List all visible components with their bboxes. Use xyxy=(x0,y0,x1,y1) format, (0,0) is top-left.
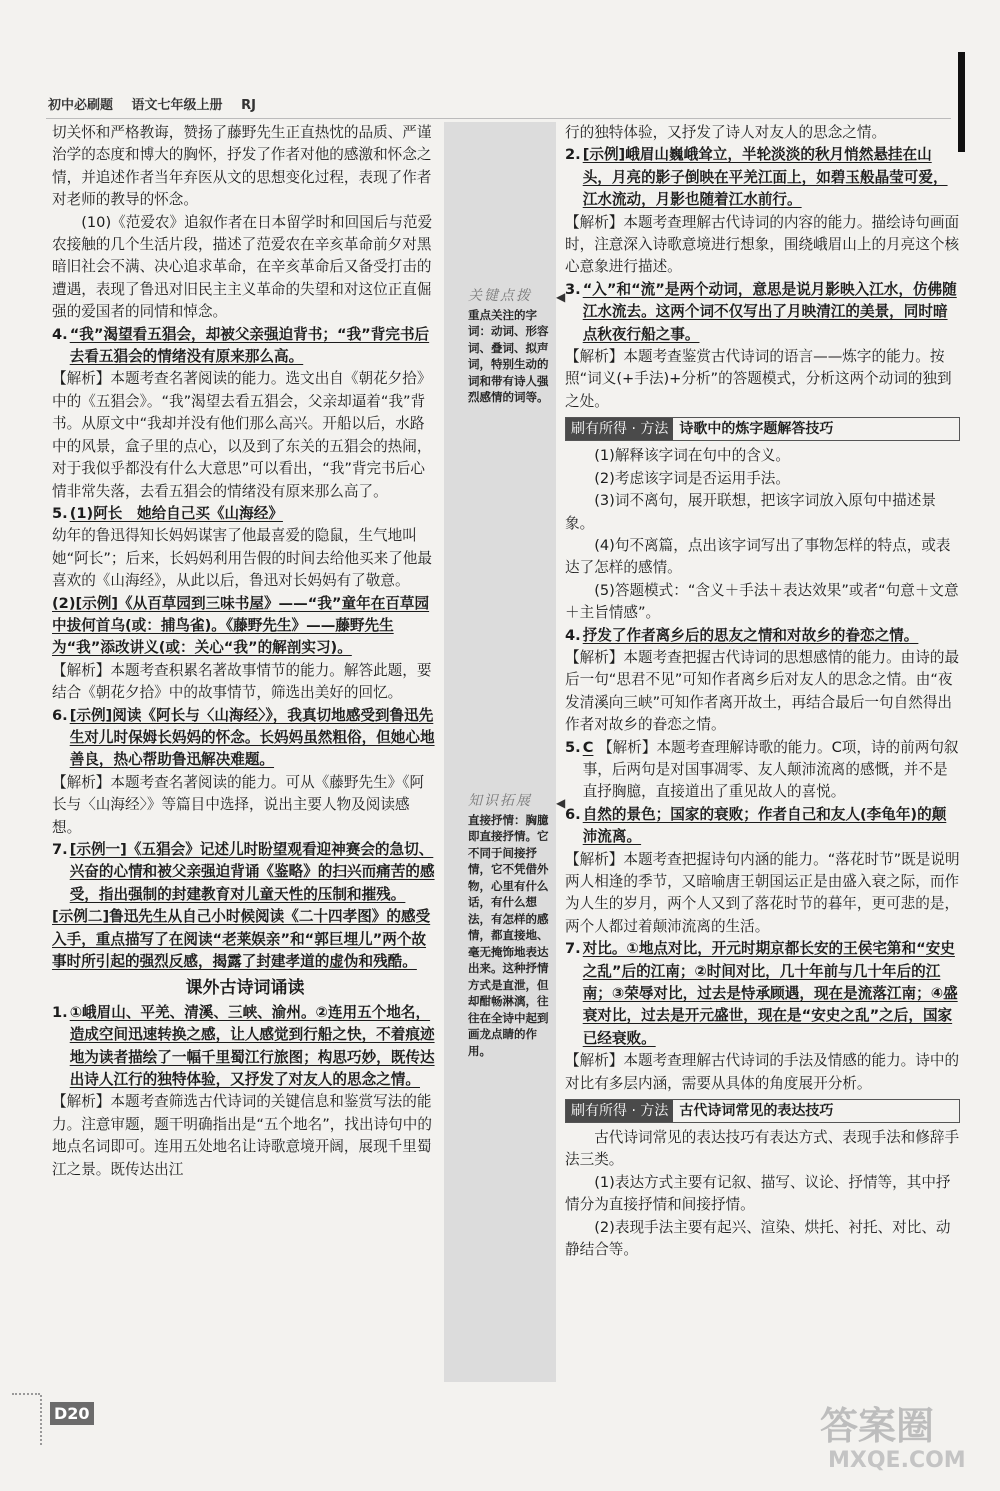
text-paragraph xyxy=(52,122,438,212)
analysis-tag: 【解析】 xyxy=(52,1093,111,1111)
paragraph-text: 本题考查鉴赏古代诗词的语言——炼字的能力。按照“词义(+手法)+分析”的答题模式，分析这两个动词的独到之处。 xyxy=(565,348,952,410)
header-rule xyxy=(46,118,951,119)
text-paragraph xyxy=(565,1127,960,1172)
answer-paragraph xyxy=(52,906,438,973)
text-paragraph xyxy=(565,1217,960,1262)
paragraph-text: 本题考查名著阅读的能力。选文出自《朝花夕拾》中的《五猖会》。“我”渴望去看五猖会，父亲却逼着“我”背书。从原文中“我却并没有他们那么高兴。开船以后，水路中的风景，盒子里的点心，以及到了东关的五猖会的热闹，对于我似乎都没有什么大意思”可以看出，“我”背完书后心情非常失落，去看五猖会的情绪没有原来那么高了。 xyxy=(52,370,432,500)
answer-item xyxy=(565,804,960,849)
paragraph-text: (1)解释该字词在句中的含义。 xyxy=(594,447,790,465)
text-paragraph xyxy=(565,1050,960,1095)
item-body xyxy=(70,324,438,369)
answer-text: (2)[示例]《从百草园到三味书屋》——“我”童年在百草园中拔何首乌(或：捕鸟雀)。《藤野先生》——藤野先生为“我”添改讲义(或：关心“我”的解剖实习)。 xyxy=(52,594,430,657)
answer-text: [示例二]鲁迅先生从自己小时候阅读《二十四孝图》的感受入手，重点描写了在阅读“老莱娱亲”和“郭巨埋儿”两个故事时所引起的强烈反感，揭露了封建孝道的虚伪和残酷。 xyxy=(52,908,431,971)
item-number: 5. xyxy=(52,504,68,522)
paragraph-text: 本题考查理解诗歌的能力。C项，诗的前两句叙事，后两句是对国事凋零、友人颠沛流离的感慨，并不是直抒胸臆，直接道出了重见故人的喜悦。 xyxy=(582,738,959,801)
method-label: 刷有所得 · 方法 xyxy=(566,418,673,440)
pointer-arrow-icon: ◀ xyxy=(556,290,566,304)
page-number: D20 xyxy=(50,1402,94,1425)
answer-text: [示例]阅读《阿长与〈山海经〉》，我真切地感受到鲁迅先生对儿时保姆长妈妈的怀念。长妈妈虽然粗俗，但她心地善良，热心帮助鲁迅解决难题。 xyxy=(69,706,435,769)
answer-item xyxy=(565,625,960,647)
paragraph-text: 古代诗词常见的表达技巧有表达方式、表现手法和修辞手法三类。 xyxy=(565,1129,960,1169)
knowledge-text: 直接抒情：胸臆即直接抒情。它不同于间接抒情，它不凭借外物，心里有什么话，有什么想法，有怎样的感情，都直接地、毫无掩饰地表达出来。这种抒情方式是直泄，但却酣畅淋漓，往往在全诗中起到画龙点睛的作用。 xyxy=(468,812,549,1058)
paragraph-text: (2)考虑该字词是否运用手法。 xyxy=(594,469,790,487)
series-name: 初中必刷题 xyxy=(48,98,114,113)
key-tips-box xyxy=(468,288,554,406)
knowledge-title: 知识拓展 xyxy=(468,793,532,809)
answer-choice: C xyxy=(582,738,594,756)
answer-paragraph xyxy=(52,593,438,660)
answer-text: “我”渴望看五猖会，却被父亲强迫背书；“我”背完书后去看五猖会的情绪没有原来那么高。 xyxy=(69,325,430,366)
text-paragraph xyxy=(565,445,960,467)
item-number: 4. xyxy=(565,626,581,644)
paragraph-text: 本题考查积累名著故事情节的能力。解答此题，要结合《朝花夕拾》中的故事情节，筛选出美好的回忆。 xyxy=(52,661,432,702)
text-paragraph xyxy=(52,525,438,592)
text-paragraph xyxy=(52,660,438,705)
analysis-tag: 【解析】 xyxy=(565,348,624,366)
item-body xyxy=(583,804,960,849)
item-body xyxy=(70,503,438,525)
paragraph-text: 本题考查名著阅读的能力。可从《藤野先生》《阿长与〈山海经〉》等篇目中选择，说出主要人物及阅读感想。 xyxy=(52,773,425,836)
answer-text: [示例]峨眉山巍峨耸立，半轮淡淡的秋月悄然悬挂在山头，月亮的影子倒映在平羌江面上，如碧玉般晶莹可爱，江水流动，月影也随着江水前行。 xyxy=(582,146,948,209)
paragraph-text: 幼年的鲁迅得知长妈妈谋害了他最喜爱的隐鼠，生气地叫她“阿长”；后来，长妈妈利用告假的时间去给他买来了他最喜欢的《山海经》，从此以后，鲁迅对长妈妈有了敬意。 xyxy=(52,527,432,590)
analysis-tag: 【解析】 xyxy=(598,738,657,756)
item-number: 1. xyxy=(52,1003,68,1021)
text-paragraph xyxy=(565,647,960,737)
paragraph-text: (1)表达方式主要有记叙、描写、议论、抒情等，其中抒情分为直接抒情和间接抒情。 xyxy=(565,1173,951,1214)
left-column xyxy=(52,122,438,1181)
paragraph-text: (2)表现手法主要有起兴、渲染、烘托、衬托、对比、动静结合等。 xyxy=(565,1218,951,1259)
item-body xyxy=(583,279,960,346)
answer-text: 抒发了作者离乡后的思友之情和对故乡的眷恋之情。 xyxy=(582,626,919,644)
text-paragraph xyxy=(52,1091,438,1181)
item-number: 5. xyxy=(565,738,581,756)
paragraph-text: (3)词不离句，展开联想，把该字词放入原句中描述景象。 xyxy=(565,492,936,532)
analysis-tag: 【解析】 xyxy=(52,773,111,791)
corner-dots xyxy=(12,1393,40,1396)
item-body xyxy=(70,839,438,906)
paragraph-text: 本题考查理解古代诗词的内容的能力。描绘诗句画面时，注意深入诗歌意境进行想象，围绕峨眉山上的月亮这个核心意象进行描述。 xyxy=(565,213,960,276)
answer-text: 对比。①地点对比，开元时期京都长安的王侯宅第和“安史之乱”后的江南；②时间对比，几十年前与几十年后的江南；③荣辱对比，过去是恃承顾遇，现在是流落江南；④盛衰对比，过去是开元盛世，现在是“安史之乱”之后，国家已经衰败。 xyxy=(582,940,958,1047)
section-heading: 课外古诗词诵读 xyxy=(185,978,305,999)
method-label: 刷有所得 · 方法 xyxy=(566,1100,673,1122)
watermark-sub: MXQE.COM xyxy=(828,1448,966,1473)
paragraph-text: (5)答题模式：“含义＋手法＋表达效果”或者“句意＋文意＋主旨情感”。 xyxy=(565,581,959,622)
analysis-tag: 【解析】 xyxy=(565,1052,624,1070)
right-column xyxy=(565,122,960,1262)
answer-text: ①峨眉山、平羌、清溪、三峡、渝州。②连用五个地名，造成空间迅速转换之感，让人感觉到行船之快，不着痕迹地为读者描绘了一幅千里蜀江行旅图；构思巧妙，既传达出诗人江行的独特体验，又抒发了对友人的思念之情。 xyxy=(69,1003,435,1089)
answer-text: [示例一]《五猖会》记述儿时盼望观看迎神赛会的急切、兴奋的心情和被父亲强迫背诵《鉴略》的扫兴而痛苦的感受，指出强制的封建教育对儿童天性的压制和摧残。 xyxy=(69,841,435,903)
answer-item xyxy=(52,503,438,525)
item-number: 2. xyxy=(565,146,581,164)
answer-item xyxy=(52,839,438,906)
item-body xyxy=(70,705,438,772)
method-topic: 诗歌中的炼字题解答技巧 xyxy=(679,421,834,438)
answer-item xyxy=(565,144,960,211)
answer-item xyxy=(52,324,438,369)
item-number: 6. xyxy=(52,706,68,724)
text-paragraph xyxy=(565,580,960,625)
paragraph-text: 本题考查理解古代诗词的手法及情感的能力。诗中的对比有多层内涵，需要从具体的角度展开分析。 xyxy=(565,1052,960,1092)
answer-text: 自然的景色；国家的衰败；作者自己和友人(李龟年)的颠沛流离。 xyxy=(582,805,947,846)
item-number: 7. xyxy=(52,841,68,858)
text-paragraph xyxy=(565,1172,960,1217)
corner-dots-vertical xyxy=(40,1395,43,1445)
analysis-tag: 【解析】 xyxy=(565,648,624,666)
analysis-tag: 【解析】 xyxy=(565,850,624,868)
answer-text: “入”和“流”是两个动词，意思是说月影映入江水，仿佛随江水流去。这两个词不仅写出了月映清江的美景，同时暗点秋夜行船之事。 xyxy=(582,280,957,343)
item-number: 7. xyxy=(565,940,581,958)
item-body xyxy=(583,625,960,647)
answer-item xyxy=(565,279,960,346)
answer-item xyxy=(565,938,960,1050)
knowledge-box xyxy=(468,793,554,1059)
pointer-arrow-icon: ◀ xyxy=(556,796,566,810)
key-tips-title: 关键点拨 xyxy=(468,288,532,304)
analysis-tag: 【解析】 xyxy=(52,370,111,388)
text-paragraph xyxy=(565,122,960,144)
answer-item xyxy=(52,1002,438,1092)
edition-label: RJ xyxy=(241,98,256,113)
analysis-tag: 【解析】 xyxy=(52,661,111,679)
paragraph-text: (10)《范爱农》追叙作者在日本留学时和回国后与范爱农接触的几个生活片段，描述了范爱农在辛亥革命前夕对黑暗旧社会不满、决心追求革命，在辛亥革命后又备受打击的遭遇，表现了鲁迅对旧民主主义革命的失望和对这位正直倔强的爱国者的同情和悼念。 xyxy=(52,213,433,321)
text-paragraph xyxy=(52,212,438,324)
paragraph-text: (4)句不离篇，点出该字词写出了事物怎样的特点，或表达了怎样的感情。 xyxy=(565,536,951,577)
item-body xyxy=(583,737,960,804)
key-tips-text: 重点关注的字词：动词、形容词、叠词、拟声词，特别生动的词和带有诗人强烈感情的词等。 xyxy=(468,307,549,404)
answer-item xyxy=(52,705,438,772)
text-paragraph xyxy=(565,849,960,939)
paragraph-text: 本题考查把握诗句内涵的能力。“落花时节”既是说明两人相逢的季节，又暗喻唐王朝国运正是由盛入衰之际，而作为人生的岁月，两个人又到了落花时节的暮年，更可悲的是，两个人都过着颠沛流离的生活。 xyxy=(565,850,960,935)
item-body xyxy=(583,144,960,211)
text-paragraph xyxy=(565,346,960,413)
subject-name: 语文七年级上册 xyxy=(131,98,223,113)
text-paragraph xyxy=(565,468,960,490)
item-body xyxy=(70,1002,438,1092)
answer-item xyxy=(565,737,960,804)
analysis-tag: 【解析】 xyxy=(565,213,624,231)
watermark: 答案圈 xyxy=(820,1404,935,1448)
paragraph-text: 切关怀和严格教诲，赞扬了藤野先生正直热忱的品质、严谨治学的态度和博大的胸怀，抒发了作者对他的感激和怀念之情，并追述作者当年弃医从文的思想变化过程，表现了作者对老师的教导的怀念。 xyxy=(52,124,432,209)
item-body xyxy=(583,938,960,1050)
text-paragraph xyxy=(52,368,438,502)
item-number: 3. xyxy=(565,280,581,298)
method-topic: 古代诗词常见的表达技巧 xyxy=(679,1103,834,1120)
page-header xyxy=(48,94,270,113)
item-number: 6. xyxy=(565,805,581,823)
paragraph-text: 行的独特体验，又抒发了诗人对友人的思念之情。 xyxy=(565,124,887,141)
answer-text: (1)阿长 她给自己买《山海经》 xyxy=(69,504,283,522)
text-paragraph xyxy=(52,772,438,839)
method-banner xyxy=(565,417,960,441)
text-paragraph xyxy=(565,535,960,580)
item-number: 4. xyxy=(52,325,68,343)
paragraph-text: 本题考查把握古代诗词的思想感情的能力。由诗的最后一句“思君不见”可知作者离乡后对友人的思念之情。由“夜发清溪向三峡”可知作者离开故土，再结合最后一句自然得出作者对故乡的眷恋之情。 xyxy=(565,648,960,734)
method-banner xyxy=(565,1099,960,1123)
text-paragraph xyxy=(565,212,960,279)
paragraph-text: 本题考查筛选古代诗词的关键信息和鉴赏写法的能力。注意审题，题干明确指出是“五个地名”，找出诗句中的地点名词即可。连用五处地名让诗歌意境开阔，展现千里蜀江之景。既传达出江 xyxy=(52,1093,432,1178)
text-paragraph xyxy=(565,490,960,535)
